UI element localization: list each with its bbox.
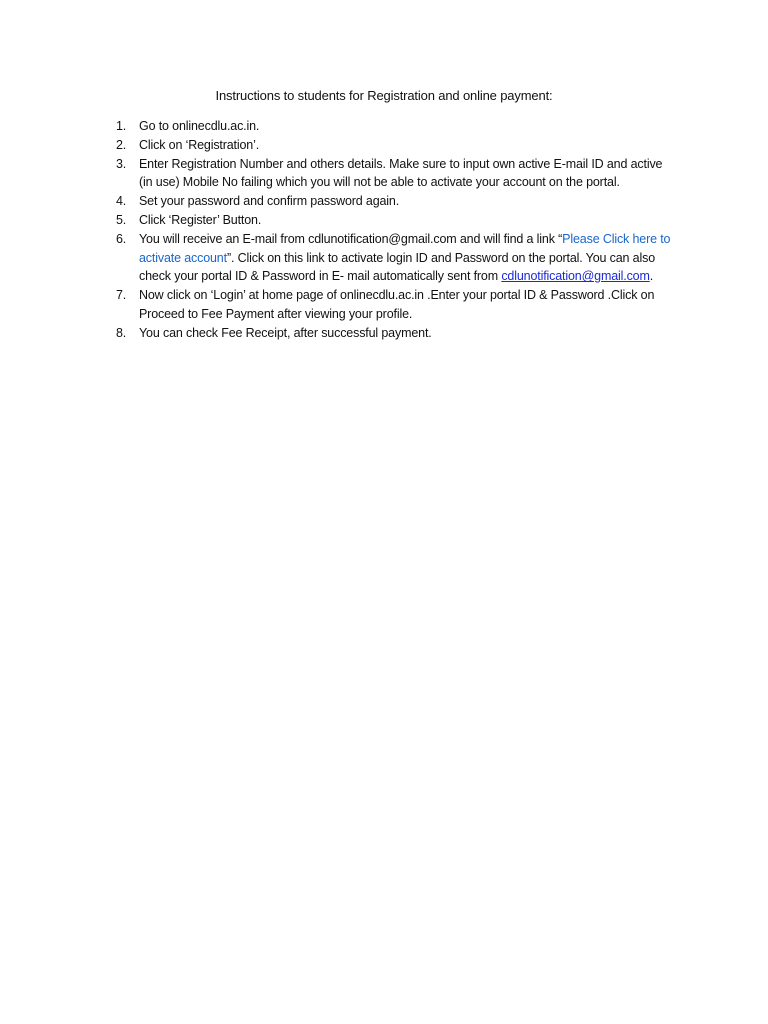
step-number: 3.: [116, 156, 127, 171]
step-number: 4.: [116, 194, 127, 209]
step-number: 2.: [116, 137, 127, 152]
step-text: Now click on ‘Login’ at home page of onlinecdlu.ac.in .Enter your portal ID & Password .Click on Proceed to Fee Payment after viewing your profile.: [139, 288, 655, 321]
step-text-before-link: You will receive an E-mail from cdlunotification@gmail.com and will find a link “: [139, 231, 563, 246]
step-number: 6.: [116, 231, 127, 246]
step-text-after-link: ”. Click on this link to activate login ID and Password on the portal. You can also check your portal ID & Password in E- mail automatically sent from: [139, 250, 656, 284]
step-text: Set your password and confirm password again.: [139, 194, 400, 209]
email-link[interactable]: cdlunotification@gmail.com: [501, 269, 650, 284]
list-item: [116, 286, 676, 324]
step-text: Click on ‘Registration’.: [139, 137, 260, 152]
step-text: Go to onlinecdlu.ac.in.: [139, 119, 260, 133]
step-number: 8.: [116, 325, 127, 340]
step-text: You can check Fee Receipt, after successful payment.: [139, 325, 432, 340]
list-item: [116, 117, 676, 136]
list-item: [116, 211, 676, 230]
page-title: Instructions to students for Registration and online payment:: [215, 88, 553, 103]
step-text: Click ‘Register’ Button.: [139, 212, 262, 227]
list-item: [116, 192, 676, 211]
step-number: 7.: [116, 288, 127, 303]
list-item: [116, 155, 676, 193]
list-item: [116, 230, 676, 286]
step-text: Enter Registration Number and others details. Make sure to input own active E-mail ID and active (in use) Mobile No failing which you will not be able to activate your account on the portal.: [139, 156, 663, 190]
activate-account-link-text[interactable]: Please Click here to activate account: [139, 231, 671, 265]
list-item: [116, 136, 676, 155]
step-text-end: .: [649, 269, 654, 284]
list-item: [116, 324, 676, 343]
step-number: 5.: [116, 212, 127, 227]
step-number: 1.: [116, 119, 127, 133]
instruction-list: [116, 117, 676, 343]
